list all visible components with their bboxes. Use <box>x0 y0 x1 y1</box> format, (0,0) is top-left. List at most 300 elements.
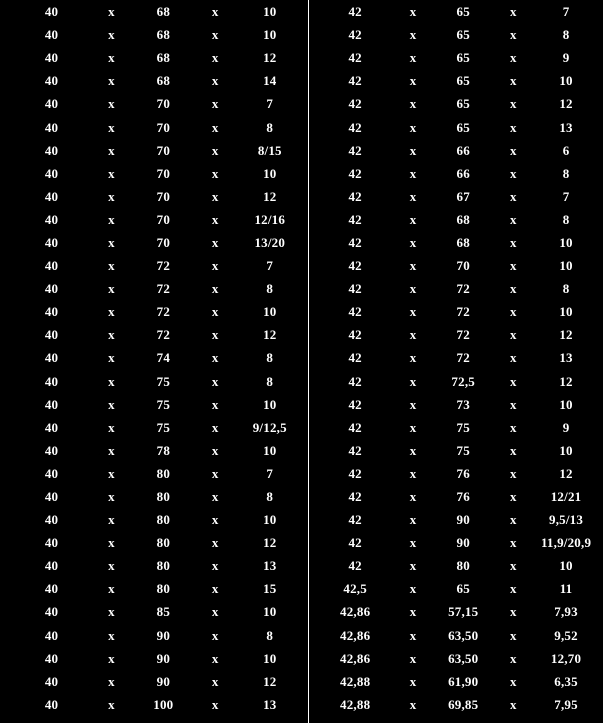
dimension-thickness: 10 <box>263 27 277 43</box>
separator-x: x <box>509 4 517 20</box>
dimension-width: 40 <box>44 604 59 620</box>
table-row <box>309 323 603 346</box>
dimension-thickness: 8 <box>266 281 274 297</box>
dimension-width: 42 <box>348 512 362 528</box>
table-row <box>0 23 308 46</box>
separator-x: x <box>509 27 517 43</box>
separator-x: x <box>108 465 115 481</box>
dimension-width: 42 <box>348 304 362 320</box>
dimension-height: 70 <box>156 234 171 250</box>
separator-x: x <box>108 396 115 412</box>
separator-x: x <box>409 512 417 528</box>
separator-x: x <box>108 350 115 366</box>
dimension-thickness: 8 <box>266 489 274 505</box>
separator-x: x <box>509 73 517 89</box>
separator-x: x <box>509 50 517 66</box>
dimension-height: 61,90 <box>448 673 479 689</box>
separator-x: x <box>509 535 517 551</box>
dimension-width: 42 <box>348 396 362 412</box>
dimension-width: 42 <box>348 234 362 250</box>
separator-x: x <box>108 119 115 135</box>
separator-x: x <box>108 373 115 389</box>
dimension-height: 75 <box>156 373 171 389</box>
separator-x: x <box>211 373 219 389</box>
separator-x: x <box>509 650 517 666</box>
separator-x: x <box>108 558 115 574</box>
dimension-thickness: 13 <box>263 558 277 574</box>
table-row <box>0 693 308 716</box>
dimension-width: 42 <box>348 327 362 343</box>
separator-x: x <box>409 188 417 204</box>
separator-x: x <box>108 188 115 204</box>
dimension-width: 40 <box>44 442 59 458</box>
dimension-thickness: 11,9/20,9 <box>540 535 592 551</box>
dimension-width: 40 <box>44 211 59 227</box>
dimension-height: 70 <box>156 165 171 181</box>
table-row <box>0 300 308 323</box>
dimension-width: 40 <box>44 373 59 389</box>
dimension-width: 42 <box>348 50 362 66</box>
dimension-thickness: 13/20 <box>254 234 286 250</box>
separator-x: x <box>108 581 115 597</box>
separator-x: x <box>409 96 417 112</box>
separator-x: x <box>211 188 219 204</box>
dimension-width: 40 <box>44 119 59 135</box>
dimension-thickness: 10 <box>559 558 573 574</box>
separator-x: x <box>509 673 517 689</box>
dimension-width: 42 <box>348 281 362 297</box>
dimension-thickness: 10 <box>263 304 277 320</box>
table-row <box>0 0 308 23</box>
dimension-height: 90 <box>156 673 171 689</box>
separator-x: x <box>409 27 417 43</box>
table-row <box>0 554 308 577</box>
separator-x: x <box>509 696 517 712</box>
dimension-width: 42 <box>348 489 362 505</box>
separator-x: x <box>409 281 417 297</box>
dimension-width: 40 <box>44 581 59 597</box>
dimension-height: 70 <box>156 96 171 112</box>
separator-x: x <box>409 211 417 227</box>
separator-x: x <box>409 119 417 135</box>
dimension-height: 65 <box>456 119 470 135</box>
table-row <box>309 231 603 254</box>
dimension-thickness: 10 <box>263 512 277 528</box>
dimension-height: 80 <box>156 465 171 481</box>
separator-x: x <box>211 27 219 43</box>
dimension-thickness: 10 <box>263 165 277 181</box>
table-row <box>0 92 308 115</box>
table-row <box>0 531 308 554</box>
dimension-height: 68 <box>156 50 171 66</box>
table-row <box>0 323 308 346</box>
separator-x: x <box>509 604 517 620</box>
dimension-thickness: 12/16 <box>254 211 286 227</box>
dimension-width: 40 <box>44 419 59 435</box>
table-row <box>309 254 603 277</box>
table-row <box>0 208 308 231</box>
table-row <box>0 647 308 670</box>
dimension-height: 80 <box>156 581 171 597</box>
table-row <box>0 416 308 439</box>
dimension-height: 69,85 <box>448 696 479 712</box>
dimension-height: 76 <box>456 489 470 505</box>
separator-x: x <box>509 373 517 389</box>
separator-x: x <box>211 535 219 551</box>
table-row <box>0 508 308 531</box>
dimension-thickness: 9 <box>562 419 570 435</box>
table-row <box>309 277 603 300</box>
dimension-thickness: 8 <box>562 211 570 227</box>
separator-x: x <box>211 119 219 135</box>
dimension-width: 40 <box>44 696 59 712</box>
table-row <box>0 393 308 416</box>
dimension-height: 72 <box>456 327 470 343</box>
table-row <box>309 647 603 670</box>
dimension-height: 68 <box>456 234 470 250</box>
dimension-height: 85 <box>156 604 171 620</box>
separator-x: x <box>211 696 219 712</box>
dimension-thickness: 10 <box>559 258 573 274</box>
dimension-width: 40 <box>44 165 59 181</box>
dimension-width: 42 <box>348 4 362 20</box>
table-row <box>0 462 308 485</box>
dimension-thickness: 9 <box>562 50 570 66</box>
dimension-thickness: 12 <box>263 188 277 204</box>
dimension-thickness: 6,35 <box>554 673 578 689</box>
dimension-height: 90 <box>456 512 470 528</box>
dimension-height: 90 <box>456 535 470 551</box>
dimension-height: 65 <box>456 50 470 66</box>
dimension-height: 68 <box>156 4 171 20</box>
separator-x: x <box>509 188 517 204</box>
separator-x: x <box>409 535 417 551</box>
table-row <box>309 69 603 92</box>
separator-x: x <box>409 696 417 712</box>
table-row <box>309 162 603 185</box>
dimension-height: 100 <box>153 696 174 712</box>
dimension-height: 68 <box>156 73 171 89</box>
dimension-height: 90 <box>156 650 171 666</box>
table-row <box>0 670 308 693</box>
dimension-height: 72 <box>456 304 470 320</box>
dimension-thickness: 8 <box>266 119 274 135</box>
dimension-height: 72 <box>156 327 171 343</box>
table-row <box>309 208 603 231</box>
table-row <box>0 346 308 369</box>
dimension-width: 40 <box>44 188 59 204</box>
separator-x: x <box>509 581 517 597</box>
separator-x: x <box>211 558 219 574</box>
separator-x: x <box>409 327 417 343</box>
dimension-thickness: 8 <box>266 627 274 643</box>
dimension-width: 42 <box>348 350 362 366</box>
dimension-height: 70 <box>156 142 171 158</box>
separator-x: x <box>509 96 517 112</box>
dimension-width: 42 <box>348 419 362 435</box>
dimension-thickness: 12 <box>559 373 573 389</box>
separator-x: x <box>509 396 517 412</box>
separator-x: x <box>409 373 417 389</box>
dimension-thickness: 10 <box>263 4 277 20</box>
dimension-thickness: 12 <box>559 96 573 112</box>
separator-x: x <box>211 650 219 666</box>
dimension-thickness: 9,5/13 <box>549 512 584 528</box>
dimension-thickness: 7,93 <box>554 604 578 620</box>
table-row <box>0 69 308 92</box>
dimension-thickness: 10 <box>263 650 277 666</box>
separator-x: x <box>409 442 417 458</box>
dimension-height: 65 <box>456 27 470 43</box>
separator-x: x <box>211 327 219 343</box>
dimension-height: 70 <box>456 258 470 274</box>
dimension-width: 40 <box>44 673 59 689</box>
separator-x: x <box>409 673 417 689</box>
separator-x: x <box>211 73 219 89</box>
separator-x: x <box>409 304 417 320</box>
dimension-thickness: 8/15 <box>257 142 282 158</box>
separator-x: x <box>108 419 115 435</box>
dimension-thickness: 9,52 <box>554 627 578 643</box>
right-dimension-table <box>309 0 603 716</box>
dimension-width: 40 <box>44 96 59 112</box>
dimension-width: 40 <box>44 304 59 320</box>
dimension-width: 42 <box>348 465 362 481</box>
separator-x: x <box>108 27 115 43</box>
dimension-width: 40 <box>44 258 59 274</box>
separator-x: x <box>409 558 417 574</box>
dimension-height: 75 <box>456 419 470 435</box>
separator-x: x <box>409 581 417 597</box>
dimension-thickness: 7 <box>266 465 274 481</box>
separator-x: x <box>409 258 417 274</box>
dimension-height: 65 <box>456 581 470 597</box>
dimension-height: 65 <box>456 73 470 89</box>
separator-x: x <box>409 650 417 666</box>
dimension-width: 42,86 <box>340 650 371 666</box>
separator-x: x <box>509 512 517 528</box>
separator-x: x <box>409 165 417 181</box>
separator-x: x <box>409 627 417 643</box>
separator-x: x <box>211 442 219 458</box>
dimension-thickness: 8 <box>562 27 570 43</box>
separator-x: x <box>409 73 417 89</box>
dimension-width: 42 <box>348 373 362 389</box>
separator-x: x <box>211 304 219 320</box>
dimension-width: 42,88 <box>340 696 371 712</box>
dimension-height: 66 <box>456 165 470 181</box>
dimension-height: 70 <box>156 188 171 204</box>
dimension-thickness: 13 <box>263 696 277 712</box>
table-row <box>0 46 308 69</box>
separator-x: x <box>211 419 219 435</box>
table-row <box>309 46 603 69</box>
table-row <box>309 139 603 162</box>
dimension-width: 40 <box>44 558 59 574</box>
dimension-thickness: 8 <box>562 165 570 181</box>
dimension-thickness: 10 <box>559 442 573 458</box>
separator-x: x <box>211 396 219 412</box>
separator-x: x <box>108 327 115 343</box>
dimension-width: 42,86 <box>340 604 371 620</box>
separator-x: x <box>211 673 219 689</box>
dimension-height: 63,50 <box>448 650 479 666</box>
dimension-thickness: 13 <box>559 119 573 135</box>
table-row <box>309 554 603 577</box>
separator-x: x <box>211 465 219 481</box>
dimension-width: 42 <box>348 211 362 227</box>
separator-x: x <box>409 419 417 435</box>
dimension-height: 90 <box>156 627 171 643</box>
dimension-height: 67 <box>456 188 470 204</box>
separator-x: x <box>108 535 115 551</box>
table-row <box>309 0 603 23</box>
dimension-width: 40 <box>44 396 59 412</box>
right-table-body <box>309 0 603 716</box>
separator-x: x <box>108 281 115 297</box>
separator-x: x <box>211 489 219 505</box>
dimension-thickness: 14 <box>263 73 277 89</box>
separator-x: x <box>108 442 115 458</box>
table-row <box>0 277 308 300</box>
separator-x: x <box>409 604 417 620</box>
dimension-width: 42 <box>348 258 362 274</box>
separator-x: x <box>211 350 219 366</box>
separator-x: x <box>211 581 219 597</box>
dimension-thickness: 9/12,5 <box>252 419 287 435</box>
separator-x: x <box>509 281 517 297</box>
table-row <box>309 693 603 716</box>
table-row <box>309 624 603 647</box>
separator-x: x <box>108 258 115 274</box>
table-row <box>0 577 308 600</box>
dimension-thickness: 7,95 <box>554 696 578 712</box>
table-row <box>309 508 603 531</box>
separator-x: x <box>409 465 417 481</box>
dimension-height: 68 <box>156 27 171 43</box>
dimension-width: 40 <box>44 465 59 481</box>
separator-x: x <box>409 350 417 366</box>
dimension-height: 70 <box>156 211 171 227</box>
table-row <box>0 185 308 208</box>
separator-x: x <box>509 234 517 250</box>
dimension-width: 40 <box>44 650 59 666</box>
dimension-thickness: 12 <box>263 673 277 689</box>
table-row <box>309 393 603 416</box>
separator-x: x <box>108 304 115 320</box>
dimension-height: 72 <box>156 258 171 274</box>
dimension-height: 65 <box>456 4 470 20</box>
table-row <box>0 624 308 647</box>
separator-x: x <box>108 73 115 89</box>
dimension-width: 42 <box>348 73 362 89</box>
separator-x: x <box>509 489 517 505</box>
table-row <box>309 416 603 439</box>
separator-x: x <box>211 142 219 158</box>
separator-x: x <box>211 604 219 620</box>
separator-x: x <box>509 211 517 227</box>
dimension-thickness: 12 <box>559 465 573 481</box>
dimension-width: 40 <box>44 627 59 643</box>
dimension-height: 72,5 <box>451 373 475 389</box>
table-row <box>309 600 603 623</box>
dimension-width: 42 <box>348 27 362 43</box>
dimension-thickness: 10 <box>263 396 277 412</box>
separator-x: x <box>108 604 115 620</box>
dimension-thickness: 13 <box>559 350 573 366</box>
separator-x: x <box>509 304 517 320</box>
dimension-height: 57,15 <box>448 604 479 620</box>
dimension-thickness: 12 <box>263 50 277 66</box>
table-row <box>0 254 308 277</box>
table-row <box>309 92 603 115</box>
dimension-thickness: 8 <box>562 281 570 297</box>
separator-x: x <box>211 211 219 227</box>
dimension-height: 80 <box>156 535 171 551</box>
dimension-height: 72 <box>456 281 470 297</box>
dimension-height: 65 <box>456 96 470 112</box>
separator-x: x <box>509 258 517 274</box>
separator-x: x <box>409 489 417 505</box>
separator-x: x <box>409 4 417 20</box>
dimension-thickness: 10 <box>559 234 573 250</box>
dimension-width: 40 <box>44 350 59 366</box>
dimension-thickness: 10 <box>263 442 277 458</box>
dimension-height: 80 <box>156 558 171 574</box>
separator-x: x <box>108 673 115 689</box>
separator-x: x <box>211 234 219 250</box>
table-row <box>0 600 308 623</box>
dimension-height: 80 <box>156 489 171 505</box>
dimension-width: 42 <box>348 96 362 112</box>
separator-x: x <box>108 50 115 66</box>
dimension-width: 40 <box>44 50 59 66</box>
dimension-width: 40 <box>44 234 59 250</box>
dimension-thickness: 12,70 <box>550 650 582 666</box>
separator-x: x <box>509 465 517 481</box>
separator-x: x <box>108 627 115 643</box>
dimension-height: 63,50 <box>448 627 479 643</box>
dimension-width: 40 <box>44 4 59 20</box>
separator-x: x <box>409 234 417 250</box>
dimension-height: 80 <box>156 512 171 528</box>
dimension-thickness: 11 <box>559 581 573 597</box>
table-row <box>309 115 603 138</box>
dimension-height: 75 <box>156 396 171 412</box>
separator-x: x <box>509 350 517 366</box>
separator-x: x <box>509 119 517 135</box>
table-row <box>309 462 603 485</box>
dimension-thickness: 12 <box>559 327 573 343</box>
separator-x: x <box>211 4 219 20</box>
separator-x: x <box>509 165 517 181</box>
separator-x: x <box>509 627 517 643</box>
dimension-width: 40 <box>44 73 59 89</box>
dimension-thickness: 10 <box>559 396 573 412</box>
dimension-thickness: 7 <box>562 4 570 20</box>
dimension-height: 72 <box>156 304 171 320</box>
dimension-thickness: 7 <box>266 96 274 112</box>
separator-x: x <box>108 650 115 666</box>
dimension-width: 42 <box>348 535 362 551</box>
table-row <box>309 670 603 693</box>
dimension-width: 42 <box>348 142 362 158</box>
separator-x: x <box>211 165 219 181</box>
table-row <box>309 185 603 208</box>
separator-x: x <box>108 211 115 227</box>
dimension-width: 42 <box>348 442 362 458</box>
dimension-thickness: 10 <box>559 73 573 89</box>
